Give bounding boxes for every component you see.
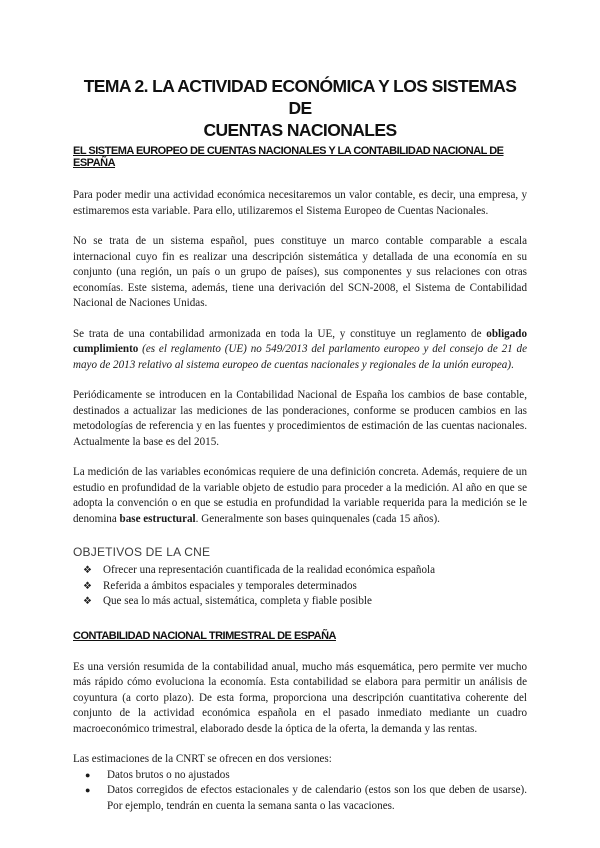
- obligado-cumplimiento: obligado cumplimiento: [73, 327, 527, 355]
- paragraph-base-contable: Periódicamente se introducen en la Contabilidad Nacional de España los cambios de base contable, destinados a actualizar las mediciones de las ponderaciones, conforme se producen cambios en las metodologías de referencia y en las fuentes y procedimientos de estimación de las cuentas nacionales. Actualmente la base es del 2015.: [73, 389, 527, 448]
- heading-trimestral: CONTABILIDAD NACIONAL TRIMESTRAL DE ESPAÑA: [73, 629, 336, 642]
- document-title: [73, 0, 527, 141]
- base-estructural-text: La medición de las variables económicas requiere de una definición concreta. Además, requiere de un estudio en profundidad de la variable objeto de estudio para proceder a la medición. Al año en que se adopta la convención o en que se estudia en profundidad la variable requerida para la medición se le denomina: [73, 466, 527, 525]
- paragraph-base-estructural: [73, 465, 527, 527]
- paragraph-reglamento: [73, 327, 527, 374]
- paragraph-intro: Para poder medir una actividad económica necesitaremos un valor contable, es decir, una empresa, y estimaremos esta variable. Para ello, utilizaremos el Sistema Europeo de Cuentas Nacionales.: [73, 189, 527, 217]
- heading-sistema-europeo: EL SISTEMA EUROPEO DE CUENTAS NACIONALES Y LA CONTABILIDAD NACIONAL DE ESPAÑA: [73, 145, 504, 169]
- versiones-list: [73, 768, 527, 815]
- list-item: ❖ Ofrecer una representación cuantificada de la realidad económica española: [83, 563, 527, 579]
- reglamento-text: Se trata de una contabilidad armonizada en toda la UE, y constituye un reglamento de: [73, 327, 487, 340]
- list-item: ● Datos brutos o no ajustados: [83, 768, 527, 784]
- reglamento-reference: (es el reglamento (UE) no 549/2013 del parlamento europeo y del consejo de 21 de mayo de 2013 relativo al sistema europeo de cuentas nacionales y regionales de la unión europea): [73, 343, 527, 371]
- paragraph-versiones: Las estimaciones de la CNRT se ofrecen en dos versiones:: [73, 753, 332, 765]
- dot-bullet-icon: ●: [85, 785, 91, 795]
- objetivos-list: [73, 563, 527, 610]
- reglamento-end: .: [511, 358, 514, 371]
- list-item: ❖ Que sea lo más actual, sistemática, completa y fiable posible: [83, 594, 527, 610]
- diamond-bullet-icon: ❖: [83, 580, 92, 592]
- title-line-1: TEMA 2. LA ACTIVIDAD ECONÓMICA Y LOS SISTEMAS DE: [83, 76, 517, 118]
- list-item: ● Datos corregidos de efectos estacionales y de calendario (estos son los que deben de usarse). Por ejemplo, tendrán en cuenta la semana santa o las vacaciones.: [85, 784, 527, 812]
- title-line-2: CUENTAS NACIONALES: [203, 120, 397, 140]
- base-estructural-end: . Generalmente son bases quinquenales (cada 15 años).: [195, 512, 440, 525]
- diamond-bullet-icon: ❖: [83, 596, 92, 607]
- dot-bullet-icon: ●: [85, 769, 91, 780]
- paragraph-marco-contable: No se trata de un sistema español, pues constituye un marco contable comparable a escala internacional cuyo fin es realizar una descripción sistemática y detallada de una economía en su conjunto (una región, un país o un grupo de países), sus componentes y sus relaciones con otras economías. Este sistema, además, tiene una derivación del SCN-2008, el Sistema de Contabilidad Nacional de Naciones Unidas.: [73, 235, 527, 309]
- objetivos-title: OBJETIVOS DE LA CNE: [73, 545, 211, 559]
- base-estructural-term: base estructural: [119, 512, 196, 525]
- diamond-bullet-icon: ❖: [83, 565, 92, 576]
- paragraph-trimestral: Es una versión resumida de la contabilidad anual, mucho más esquemática, pero permite ver mucho más rápido cómo evoluciona la economía. Esta contabilidad se elabora para permitir un análisis de coyuntura (a corto plazo). De esta forma, proporciona una descripción cuantitativa coherente del conjunto de la actividad económica española en el pasado inmediato mediante un cuadro macroeconómico trimestral, elaborado desde la óptica de la oferta, la demanda y las rentas.: [73, 660, 527, 735]
- list-item: ❖ Referida a ámbitos espaciales y temporales determinados: [83, 579, 527, 595]
